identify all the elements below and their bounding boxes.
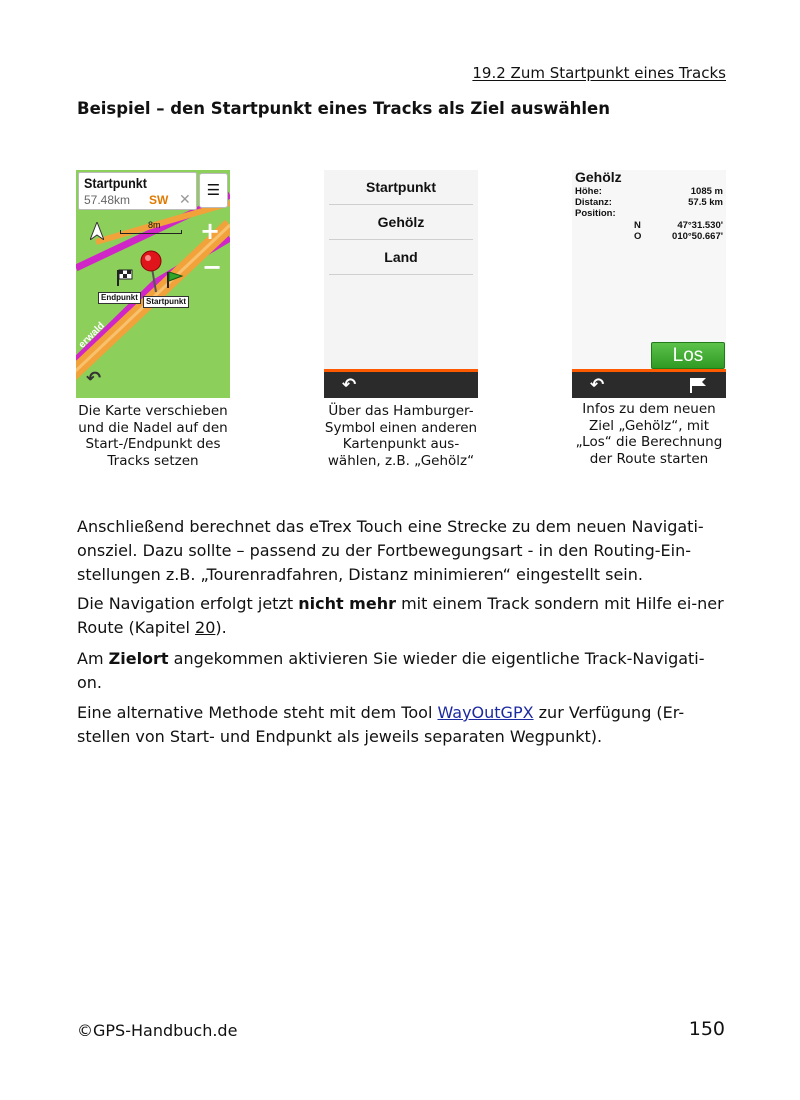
map-title: Startpunkt — [84, 175, 147, 191]
go-button[interactable]: Los — [651, 342, 725, 369]
map-distance: 57.48km — [84, 193, 131, 207]
paragraph-2 — [77, 592, 725, 640]
menu-screenshot — [324, 170, 478, 398]
footer-copyright: ©GPS-Handbuch.de — [77, 1021, 238, 1040]
caption-line: Ziel „Gehölz“, mit — [588, 417, 710, 434]
caption-line: Kartenpunkt aus- — [342, 436, 460, 452]
caption-line: und die Nadel auf den — [78, 419, 228, 436]
hamburger-menu-icon[interactable]: ☰ — [199, 173, 228, 208]
text: mit einem Track sondern mit Hilfe ei-ner Route (Kapitel — [77, 594, 724, 637]
road-name-label: erwald — [76, 320, 107, 351]
running-header: 19.2 Zum Startpunkt eines Tracks — [472, 64, 726, 82]
flag-icon[interactable] — [689, 377, 707, 393]
caption-line: Start-/Endpunkt des — [85, 436, 221, 452]
info-key: Position: — [575, 208, 616, 219]
back-icon[interactable]: ↶ — [342, 375, 357, 395]
emphasis: nicht mehr — [298, 594, 396, 613]
menu-item-startpunkt[interactable]: Startpunkt — [329, 170, 473, 205]
info-screenshot — [572, 170, 726, 398]
position-value: 47°31.530' — [677, 220, 723, 231]
back-icon[interactable]: ↶ — [590, 375, 605, 395]
endpoint-label: Endpunkt — [98, 292, 141, 304]
text: Die Navigation erfolgt jetzt — [77, 594, 299, 613]
caption-info — [549, 401, 749, 467]
info-value: 57.5 km — [688, 197, 723, 208]
text: ). — [215, 618, 227, 637]
emphasis: Zielort — [108, 649, 169, 668]
map-scale-bar — [120, 230, 182, 234]
zoom-out-icon[interactable]: − — [202, 253, 223, 281]
caption-line: Tracks setzen — [107, 452, 199, 469]
zoom-in-icon[interactable]: + — [200, 217, 221, 245]
caption-line: Über das Hamburger- — [328, 403, 474, 419]
caption-map — [53, 403, 253, 469]
paragraph-4 — [77, 701, 725, 749]
section-title: Beispiel – den Startpunkt eines Tracks als Ziel auswählen — [77, 99, 610, 118]
caption-menu — [301, 403, 501, 469]
caption-line: „Los“ die Berechnung — [575, 434, 723, 450]
back-icon[interactable]: ↶ — [86, 368, 102, 389]
menu-item-land[interactable]: Land — [329, 240, 473, 275]
map-screenshot — [76, 170, 230, 398]
close-icon[interactable]: ✕ — [179, 192, 191, 208]
bottom-bar — [324, 369, 478, 398]
bottom-bar — [572, 369, 726, 398]
info-key: Höhe: — [575, 186, 602, 197]
page-number: 150 — [688, 1018, 725, 1040]
map-pin-icon[interactable] — [138, 250, 168, 292]
finish-flag-icon — [116, 268, 134, 286]
caption-line: Symbol einen anderen — [324, 419, 478, 436]
text: zur Verfügung (Er-stellen von Start- und Endpunkt als jeweils separaten Wegpunkt). — [77, 703, 685, 746]
text: angekommen aktivieren Sie wieder die eigentliche Track-Navigati-on. — [77, 649, 705, 692]
north-arrow-icon — [90, 222, 104, 240]
caption-line: wählen, z.B. „Gehölz“ — [327, 452, 475, 469]
chapter-reference-link[interactable]: 20 — [195, 618, 216, 637]
text: Eine alternative Methode steht mit dem Tool — [77, 703, 438, 722]
position-direction: N — [634, 220, 641, 231]
wayoutgpx-link[interactable]: WayOutGPX — [437, 703, 534, 722]
position-direction: O — [634, 231, 642, 242]
map-direction: SW — [149, 193, 169, 207]
text: Am — [77, 649, 109, 668]
start-flag-icon — [166, 270, 184, 288]
menu-item-gehoelz[interactable]: Gehölz — [329, 205, 473, 240]
paragraph-3 — [77, 647, 725, 695]
startpoint-label: Startpunkt — [143, 296, 189, 308]
position-value: 010°50.667' — [672, 231, 723, 242]
caption-line: Die Karte verschieben — [78, 403, 228, 419]
map-scale-label: 8m — [148, 220, 161, 230]
info-key: Distanz: — [575, 197, 612, 208]
paragraph-1: Anschließend berechnet das eTrex Touch eine Strecke zu dem neuen Navigati-onsziel. Dazu sollte – passend zu der Fortbewegungsart - in den Routing-Ein-stellungen z.B. „Tourenradfahren, Distanz minimieren“ eingestellt sein. — [77, 517, 704, 584]
caption-line: der Route starten — [589, 450, 709, 467]
info-value: 1085 m — [690, 186, 723, 197]
info-title: Gehölz — [575, 170, 622, 185]
caption-line: Infos zu dem neuen — [582, 401, 716, 417]
map-title-box[interactable] — [78, 172, 197, 210]
